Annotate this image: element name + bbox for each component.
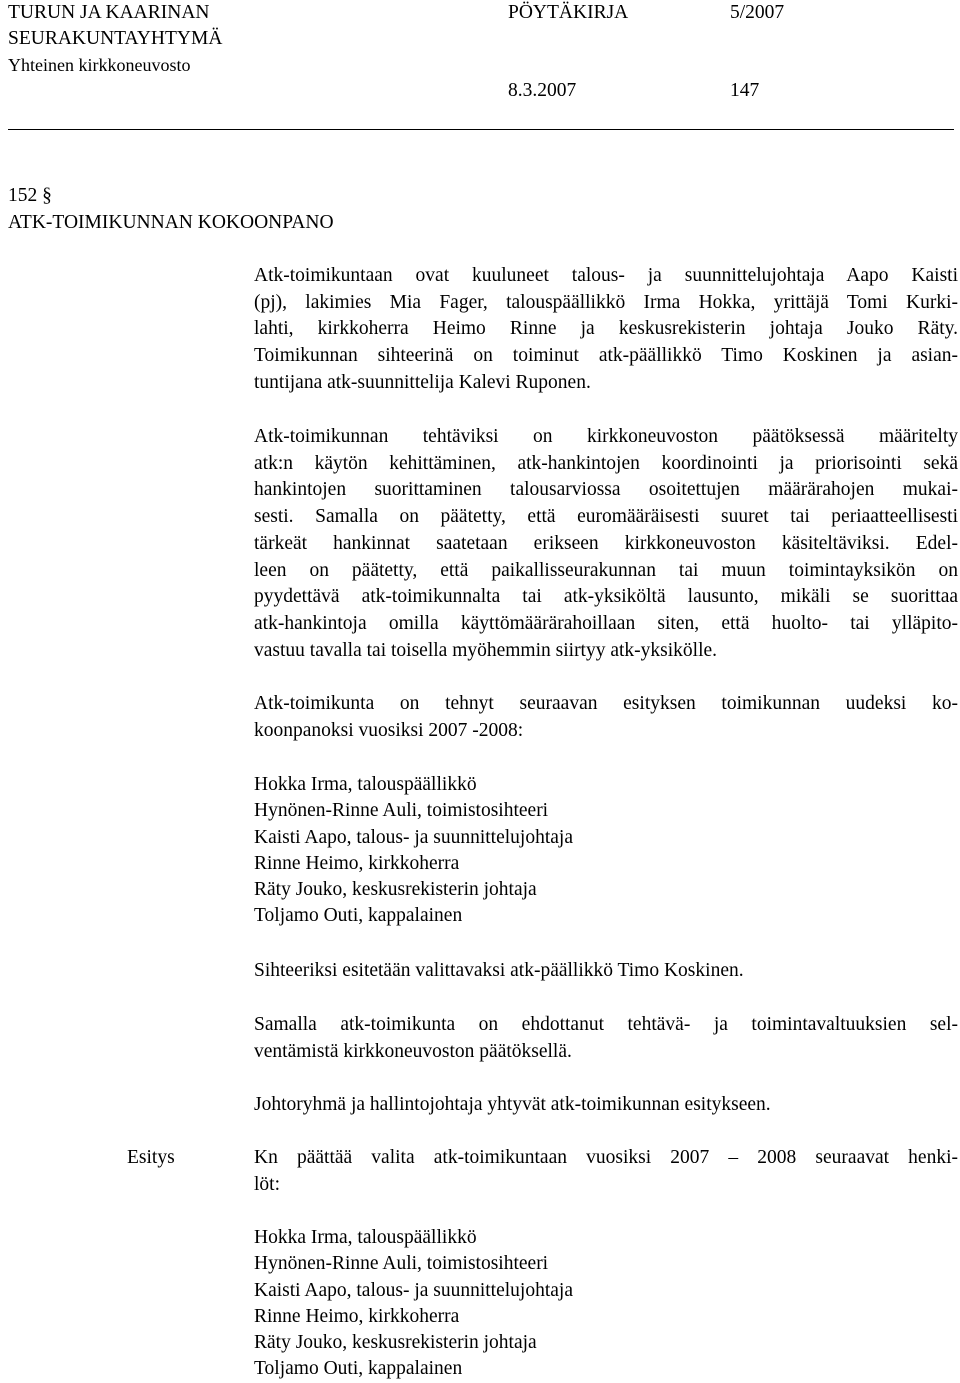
list-item: Toljamo Outi, kappalainen [254, 1358, 463, 1380]
paragraph-line: Atk-toimikunta on tehnyt seuraavan esityksen toimikunnan uudeksi ko- [254, 693, 958, 714]
list-item: Kaisti Aapo, talous- ja suunnittelujohtaja [254, 826, 573, 848]
list-item: Hokka Irma, talouspäällikkö [254, 1227, 477, 1248]
meeting-date: 8.3.2007 [508, 80, 577, 101]
paragraph-line: pyydettävä atk-toimikunnalta tai atk-yksiköltä lausunto, mikäli se suorittaa [254, 586, 958, 608]
paragraph-line: tärkeät hankinnat saatetaan erikseen kirkkoneuvoston käsiteltäviksi. Edel- [254, 532, 958, 554]
org-subunit: Yhteinen kirkkoneuvosto [8, 55, 191, 75]
document-type: PÖYTÄKIRJA [508, 2, 629, 23]
paragraph-proposal-intro [254, 691, 958, 744]
list-item: Hokka Irma, talouspäällikkö [254, 774, 477, 795]
list-item: Hynönen-Rinne Auli, toimistosihteeri [254, 800, 549, 822]
list-item: Rinne Heimo, kirkkoherra [254, 1305, 460, 1327]
paragraph-line: leen on päätetty, että paikallisseurakunnan tai muun toimintayksikön on [254, 559, 958, 581]
section-symbol: § [42, 185, 52, 206]
list-item: Räty Jouko, keskusrekisterin johtaja [254, 1332, 537, 1354]
management-statement: Johtoryhmä ja hallintojohtaja yhtyvät atk-toimikunnan esitykseen. [254, 1094, 771, 1115]
paragraph-line: tuntijana atk-suunnittelija Kalevi Ruponen. [254, 371, 591, 393]
header-divider [8, 129, 954, 130]
members-list-elected [254, 1225, 958, 1383]
org-name-line1: TURUN JA KAARINAN [8, 2, 210, 23]
paragraph-mandate [254, 1012, 958, 1065]
section-title: ATK-TOIMIKUNNAN KOKOONPANO [8, 212, 334, 233]
paragraph-line: Toimikunnan sihteerinä on toiminut atk-päällikkö Timo Koskinen ja asian- [254, 345, 958, 367]
paragraph-line: vastuu tavalla tai toisella myöhemmin siirtyy atk-yksikölle. [254, 639, 718, 661]
org-name-line2: SEURAKUNTAYHTYMÄ [8, 28, 223, 49]
paragraph-line: Atk-toimikuntaan ovat kuuluneet talous- ja suunnittelujohtaja Aapo Kaisti [254, 265, 958, 286]
document-number: 5/2007 [730, 2, 785, 23]
section-number-value: 152 [8, 185, 38, 206]
paragraph-line: sesti. Samalla on päätetty, että euromääräisesti suuret tai periaatteellisesti [254, 506, 958, 528]
paragraph-members [254, 263, 958, 397]
paragraph-line: koonpanoksi vuosiksi 2007 -2008: [254, 719, 524, 741]
paragraph-line: Kn päättää valita atk-toimikuntaan vuosiksi 2007 – 2008 seuraavat henki- [254, 1147, 958, 1168]
paragraph-line: atk:n käytön kehittäminen, atk-hankintojen koordinointi ja priorisointi sekä [254, 452, 958, 474]
paragraph-line: hankintojen suorittaminen talousarviossa osoitettujen määrärahojen mukai- [254, 479, 958, 501]
paragraph-duties [254, 424, 958, 664]
paragraph-line: Samalla atk-toimikunta on ehdottanut tehtävä- ja toimintavaltuuksien sel- [254, 1014, 958, 1035]
paragraph-line: Atk-toimikunnan tehtäviksi on kirkkoneuvoston päätöksessä määritelty [254, 426, 958, 447]
paragraph-line: atk-hankintoja omilla käyttömäärärahoillaan siten, että huolto- tai ylläpito- [254, 612, 958, 634]
paragraph-line: ventämistä kirkkoneuvoston päätöksellä. [254, 1040, 572, 1062]
list-item: Kaisti Aapo, talous- ja suunnittelujohtaja [254, 1279, 573, 1301]
list-item: Hynönen-Rinne Auli, toimistosihteeri [254, 1253, 549, 1275]
page-number: 147 [730, 80, 760, 101]
secretary-statement: Sihteeriksi esitetään valittavaksi atk-päällikkö Timo Koskinen. [254, 960, 744, 981]
paragraph-line: (pj), lakimies Mia Fager, talouspäällikkö Irma Hokka, yrittäjä Tomi Kurki- [254, 291, 958, 313]
members-list-proposed [254, 772, 958, 930]
paragraph-line: lahti, kirkkoherra Heimo Rinne ja keskusrekisterin johtaja Jouko Räty. [254, 318, 958, 340]
section-number [8, 183, 52, 209]
list-item: Rinne Heimo, kirkkoherra [254, 852, 460, 874]
proposal-label: Esitys [127, 1147, 175, 1168]
paragraph-line: löt: [254, 1173, 281, 1195]
list-item: Toljamo Outi, kappalainen [254, 905, 463, 927]
list-item: Räty Jouko, keskusrekisterin johtaja [254, 879, 537, 901]
proposal-text [254, 1145, 958, 1198]
